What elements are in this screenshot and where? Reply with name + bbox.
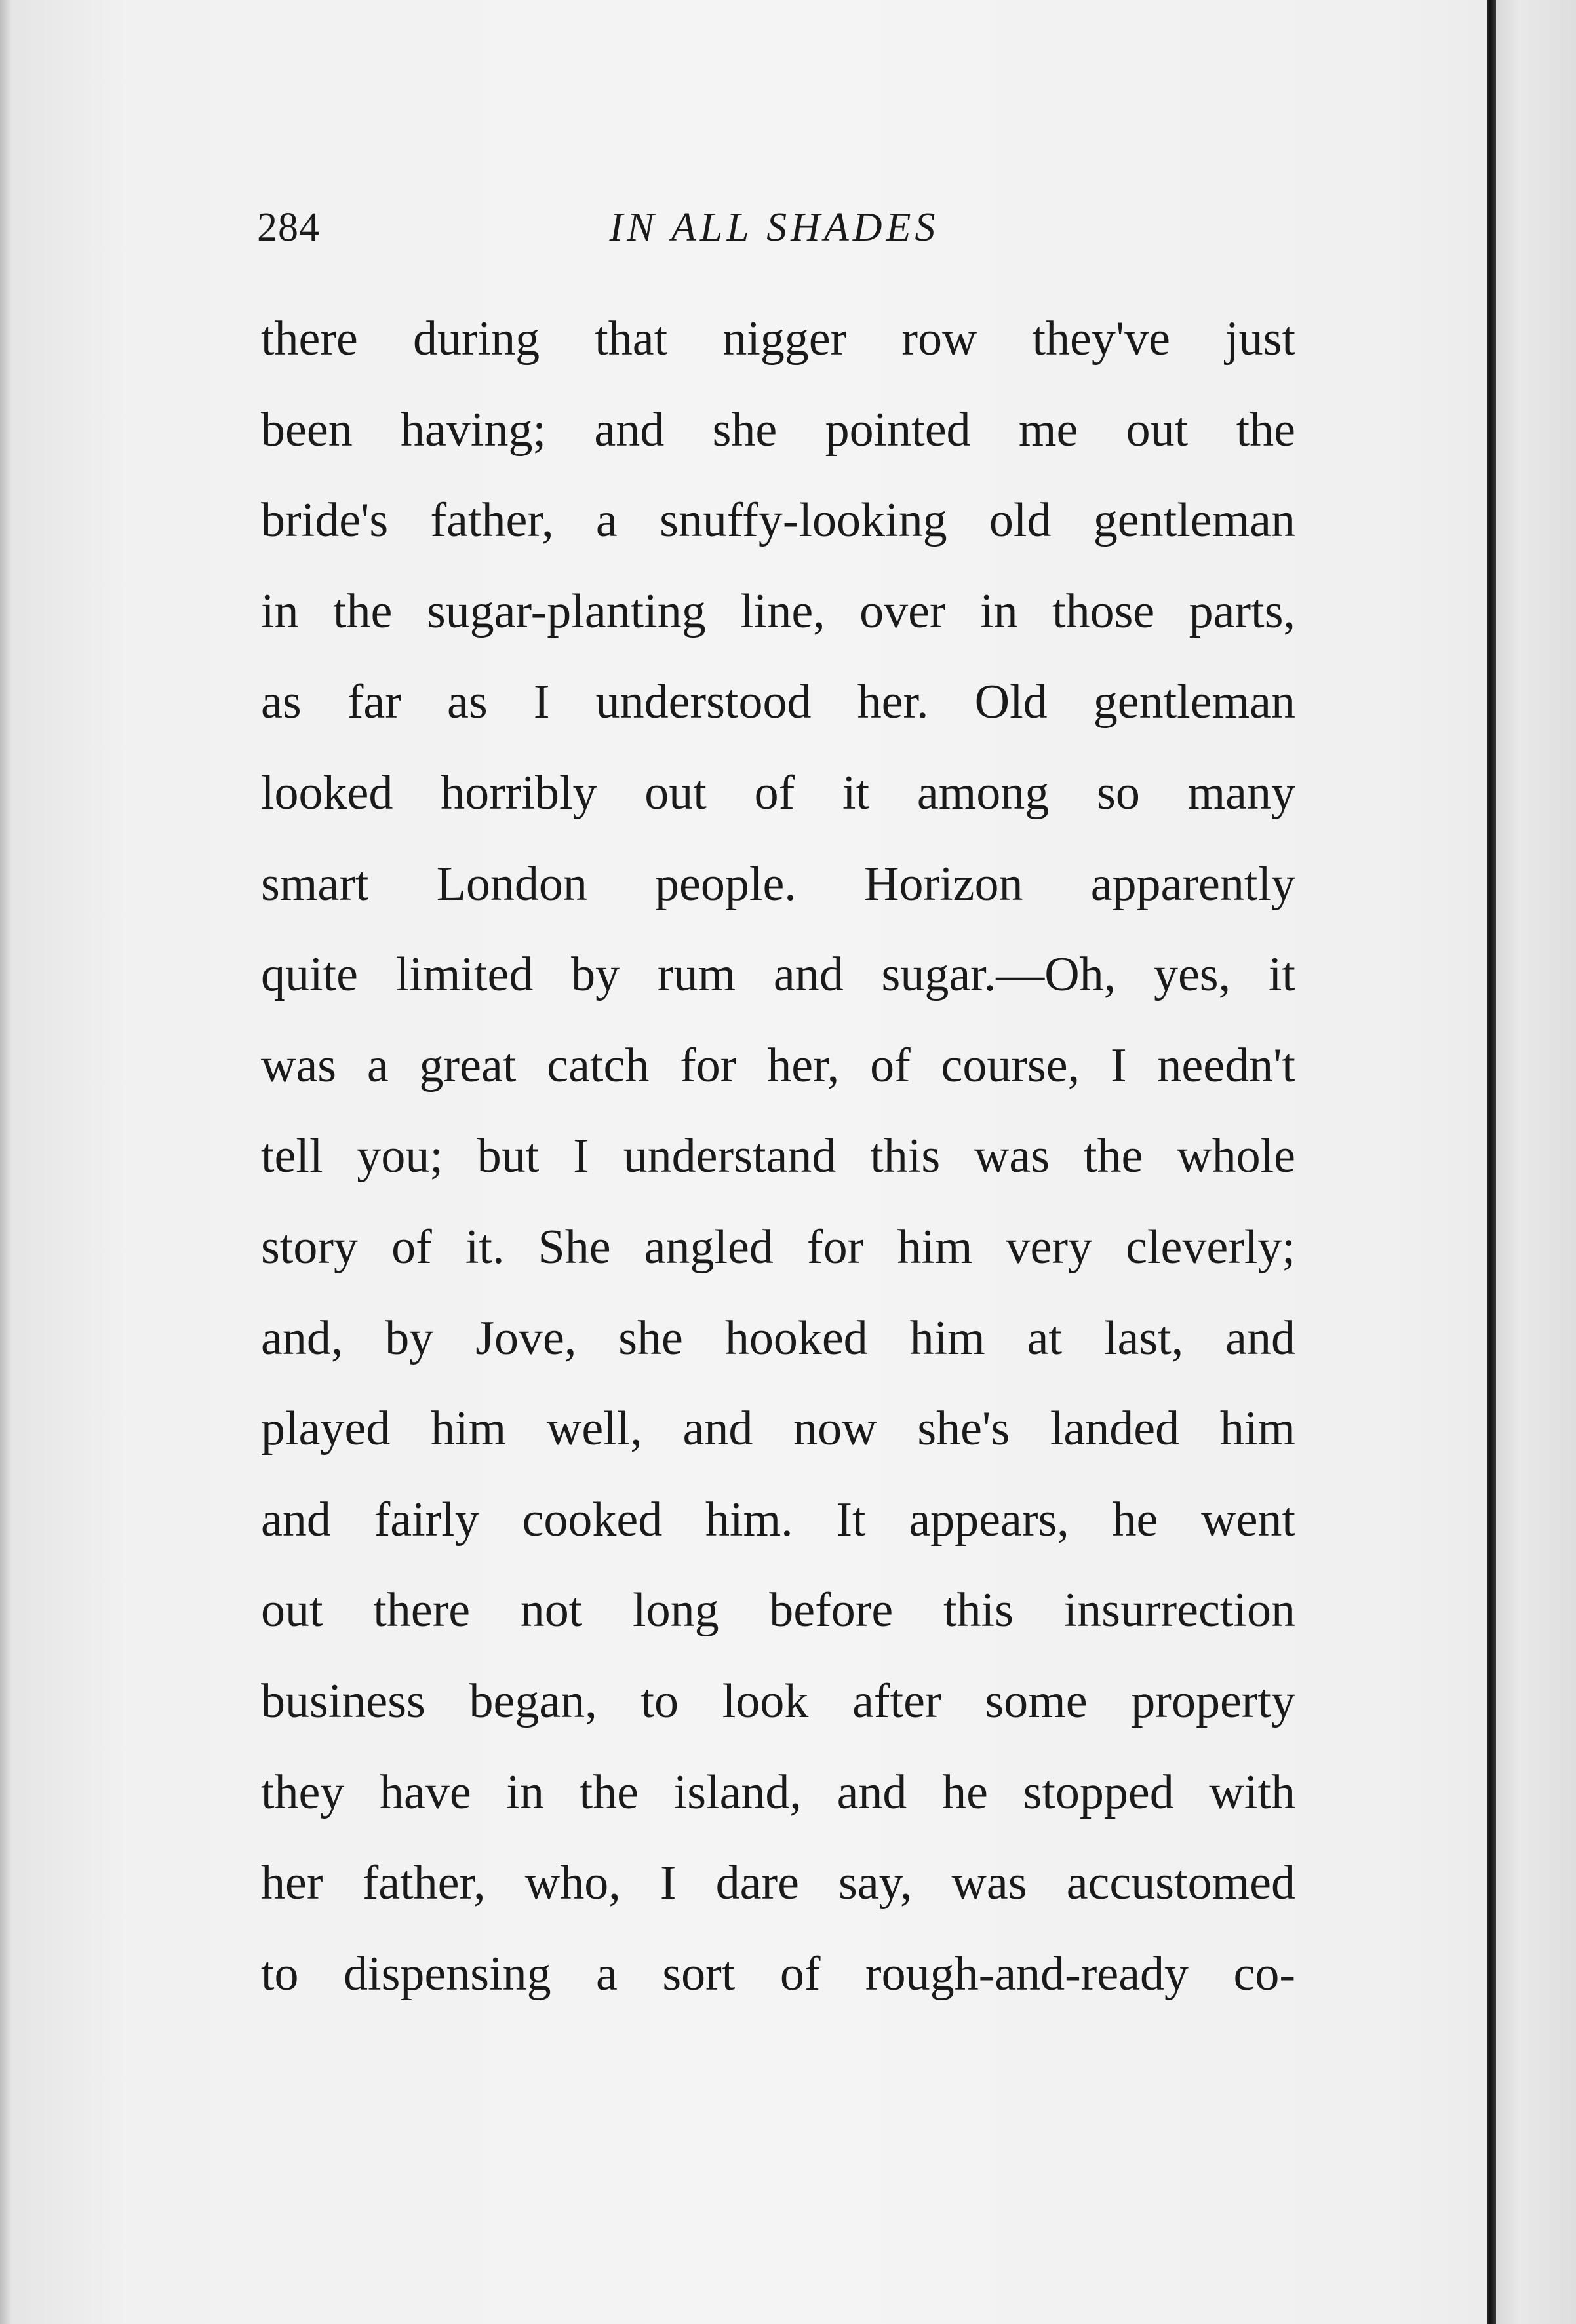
text-line: smart London people. Horizon apparently — [261, 857, 1295, 911]
text-line: business began, to look after some property — [261, 1674, 1295, 1728]
text-line: her father, who, I dare say, was accustomed — [261, 1856, 1295, 1910]
running-title: IN ALL SHADES — [609, 205, 939, 250]
text-line: tell you; but I understand this was the whole — [261, 1129, 1295, 1184]
book-spine-edge — [1487, 0, 1496, 2324]
page-number: 284 — [257, 205, 320, 250]
body-text — [261, 294, 1295, 2019]
text-line: as far as I understood her. Old gentleman — [261, 675, 1295, 729]
text-line: quite limited by rum and sugar.—Oh, yes, it — [261, 948, 1295, 1002]
text-line: out there not long before this insurrection — [261, 1583, 1295, 1638]
text-line: story of it. She angled for him very cleverly; — [261, 1220, 1295, 1274]
text-line: played him well, and now she's landed him — [261, 1402, 1295, 1456]
book-spine-shadow — [1496, 0, 1576, 2324]
text-line: to dispensing a sort of rough-and-ready co- — [261, 1946, 1295, 2001]
text-line: and fairly cooked him. It appears, he went — [261, 1492, 1295, 1547]
text-line: there during that nigger row they've just — [261, 312, 1295, 366]
text-line: looked horribly out of it among so many — [261, 765, 1295, 820]
text-line: and, by Jove, she hooked him at last, and — [261, 1311, 1295, 1365]
text-line: was a great catch for her, of course, I needn't — [261, 1038, 1295, 1093]
running-head — [257, 198, 1291, 257]
text-line: they have in the island, and he stopped with — [261, 1765, 1295, 1819]
text-line: been having; and she pointed me out the — [261, 402, 1295, 457]
text-line: bride's father, a snuffy-looking old gentleman — [261, 494, 1295, 548]
page-left-shadow — [0, 0, 12, 2324]
text-line: in the sugar-planting line, over in those parts, — [261, 584, 1295, 638]
